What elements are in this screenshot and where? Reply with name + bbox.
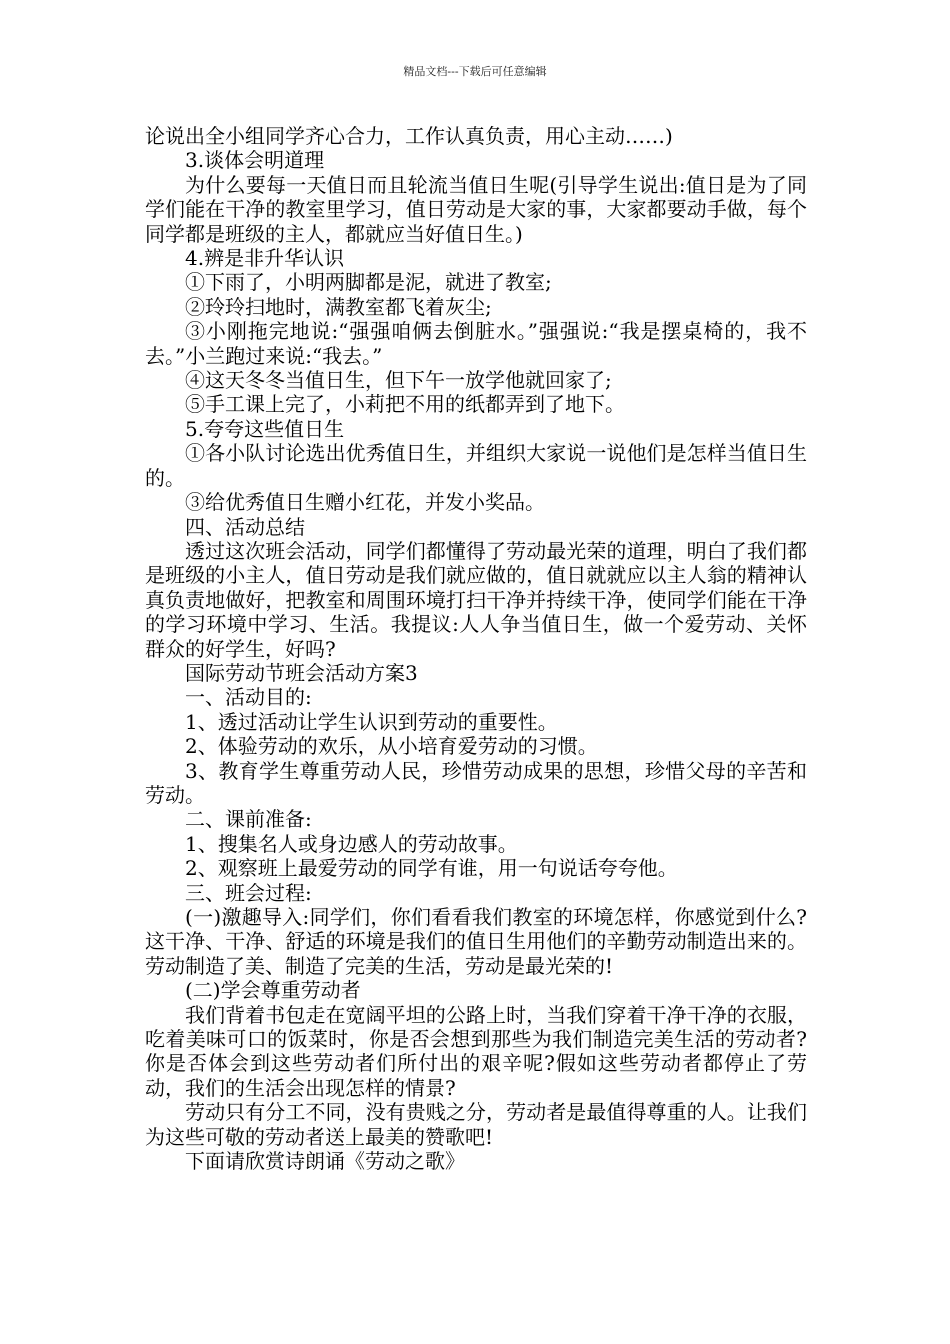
list-item: 1、搜集名人或身边感人的劳动故事。 bbox=[185, 831, 518, 856]
list-item: 1、透过活动让学生认识到劳动的重要性。 bbox=[185, 709, 558, 734]
section-heading: 三、班会过程: bbox=[185, 880, 312, 905]
list-item: ④这天冬冬当值日生，但下午一放学他就回家了; bbox=[185, 368, 612, 393]
paragraph: 我们背着书包走在宽阔平坦的公路上时，当我们穿着干净干净的衣服，吃着美味可口的饭菜时，你是否会想到那些为我们制造完美生活的劳动者?你是否体会到这些劳动者们所付出的艰辛呢?假如这些劳动者都停止了劳动，我们的生活会出现怎样的情景? bbox=[145, 1002, 807, 1100]
list-item: ③小刚拖完地说:“强强咱俩去倒脏水。”强强说:“我是摆桌椅的，我不去。”小兰跑过来说:“我去。” bbox=[145, 319, 807, 368]
list-item: ①各小队讨论选出优秀值日生，并组织大家说一说他们是怎样当值日生的。 bbox=[145, 441, 807, 490]
list-item: 3、教育学生尊重劳动人民，珍惜劳动成果的思想，珍惜父母的辛苦和劳动。 bbox=[145, 758, 807, 807]
section-heading: (二)学会尊重劳动者 bbox=[185, 978, 361, 1003]
list-item: ⑤手工课上完了，小莉把不用的纸都弄到了地下。 bbox=[185, 392, 625, 417]
paragraph: 为什么要每一天值日而且轮流当值日生呢(引导学生说出:值日是为了同学们能在干净的教室里学习，值日劳动是大家的事，大家都要动手做，每个同学都是班级的主人，都就应当好值日生。) bbox=[145, 172, 807, 246]
section-heading: 4.辨是非升华认识 bbox=[185, 246, 345, 271]
paragraph: (一)激趣导入:同学们，你们看看我们教室的环境怎样，你感觉到什么?这干净、干净、舒适的环境是我们的值日生用他们的辛勤劳动制造出来的。劳动制造了美、制造了完美的生活，劳动是最光荣的! bbox=[145, 905, 807, 978]
document-title: 国际劳动节班会活动方案3 bbox=[185, 660, 418, 685]
paragraph: 透过这次班会活动，同学们都懂得了劳动最光荣的道理，明白了我们都是班级的小主人，值日劳动是我们就应做的，值日就就应以主人翁的精神认真负责地做好，把教室和周围环境打扫干净并持续干净，使同学们能在干净的学习环境中学习、生活。我提议:人人争当值日生，做一个爱劳动、关怀群众的好学生，好吗? bbox=[145, 538, 807, 661]
document-body bbox=[145, 124, 807, 1173]
page-header: 精品文档---下载后可任意编辑 bbox=[403, 65, 547, 78]
list-item: 2、观察班上最爱劳动的同学有谁，用一句说话夸夸他。 bbox=[185, 856, 678, 881]
section-heading: 一、活动目的: bbox=[185, 685, 312, 710]
paragraph: 下面请欣赏诗朗诵《劳动之歌》 bbox=[185, 1149, 465, 1174]
section-heading: 二、课前准备: bbox=[185, 807, 312, 832]
section-heading: 四、活动总结 bbox=[185, 514, 305, 539]
list-item: ②玲玲扫地时，满教室都飞着灰尘; bbox=[185, 294, 492, 319]
list-item: ③给优秀值日生赠小红花，并发小奖品。 bbox=[185, 490, 545, 515]
paragraph: 劳动只有分工不同，没有贵贱之分，劳动者是最值得尊重的人。让我们为这些可敬的劳动者送上最美的赞歌吧! bbox=[145, 1100, 807, 1149]
section-heading: 5.夸夸这些值日生 bbox=[185, 416, 345, 441]
section-heading: 3.谈体会明道理 bbox=[185, 148, 325, 173]
list-item: ①下雨了，小明两脚都是泥，就进了教室; bbox=[185, 270, 552, 295]
list-item: 2、体验劳动的欢乐，从小培育爱劳动的习惯。 bbox=[185, 734, 598, 759]
paragraph: 论说出全小组同学齐心合力，工作认真负责，用心主动……) bbox=[145, 124, 673, 148]
